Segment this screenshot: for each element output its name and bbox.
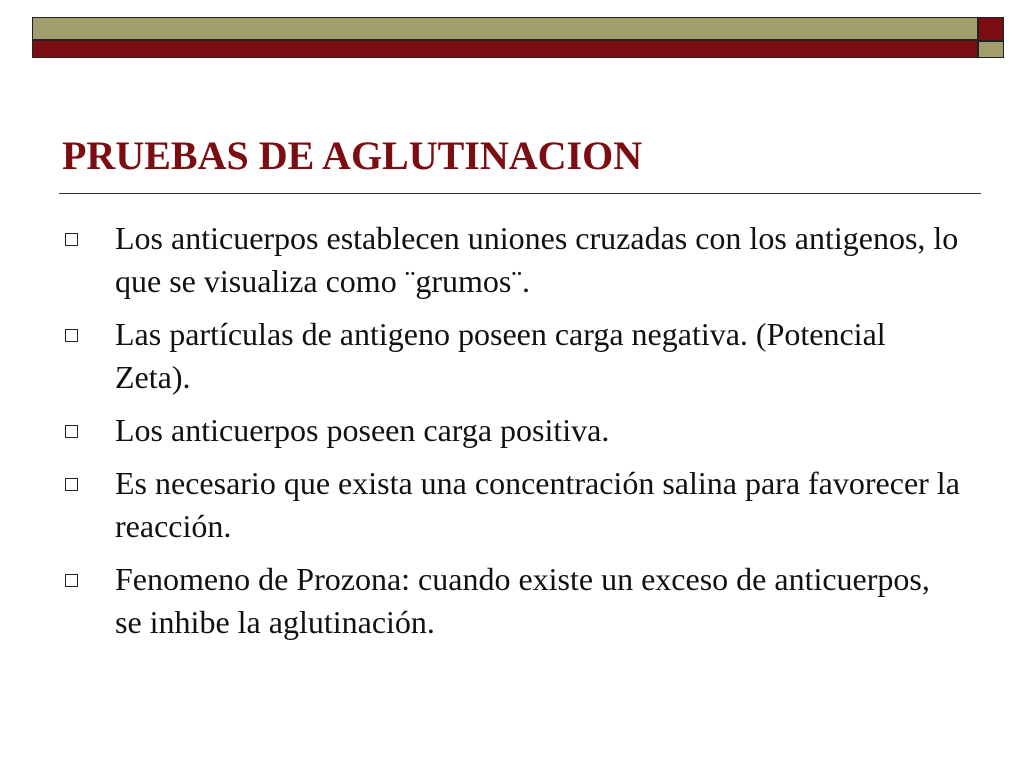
header-square-olive: [978, 41, 1004, 58]
bullet-list: [62, 217, 962, 654]
bullet-text: Los anticuerpos establecen uniones cruzadas con los antigenos, lo que se visualiza como ¨grumos¨.: [115, 220, 959, 299]
bullet-text: Los anticuerpos poseen carga positiva.: [115, 412, 610, 448]
slide-title: PRUEBAS DE AGLUTINACION: [62, 133, 643, 178]
header-bar-red: [32, 40, 978, 58]
hollow-square-bullet-icon: [65, 574, 78, 587]
bullet-item: [62, 217, 962, 303]
header-bar-olive: [32, 17, 978, 40]
hollow-square-bullet-icon: [65, 233, 78, 246]
bullet-text: Fenomeno de Prozona: cuando existe un exceso de anticuerpos, se inhibe la aglutinación.: [115, 561, 930, 640]
hollow-square-bullet-icon: [65, 329, 78, 342]
hollow-square-bullet-icon: [65, 478, 78, 491]
bullet-text: Las partículas de antigeno poseen carga negativa. (Potencial Zeta).: [115, 316, 886, 395]
bullet-item: [62, 409, 962, 452]
bullet-item: [62, 313, 962, 399]
title-divider: [59, 193, 981, 194]
bullet-item: [62, 462, 962, 548]
hollow-square-bullet-icon: [65, 425, 78, 438]
bullet-text: Es necesario que exista una concentración salina para favorecer la reacción.: [115, 465, 960, 544]
bullet-item: [62, 558, 962, 644]
header-square-red: [978, 17, 1004, 41]
